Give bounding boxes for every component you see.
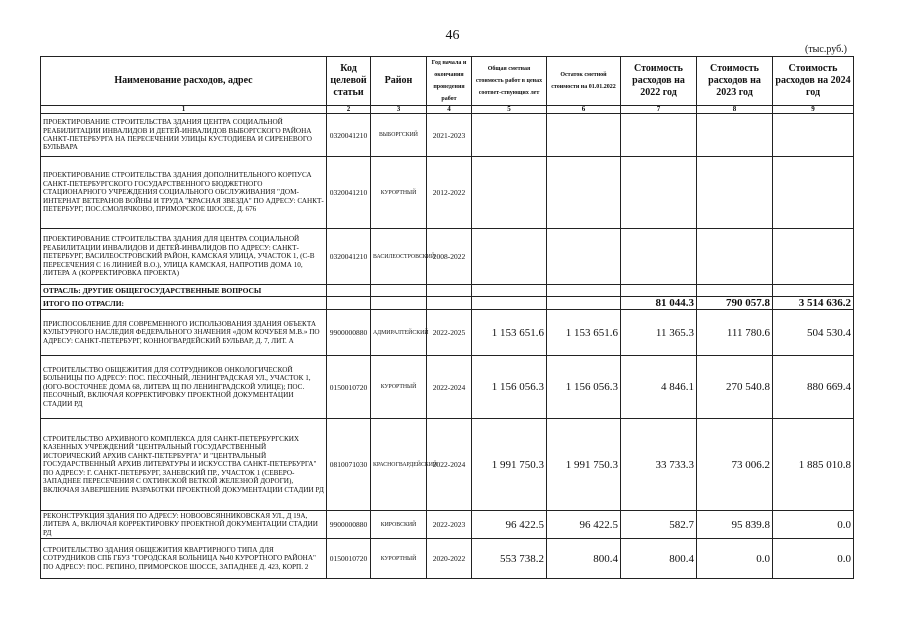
- row-2024: [773, 114, 854, 157]
- header-remainder: Остаток сметной стоимости на 01.01.2022: [547, 57, 621, 106]
- row-years: 2008-2022: [427, 229, 472, 285]
- total-label: ИТОГО ПО ОТРАСЛИ:: [41, 297, 327, 310]
- table-row: [41, 114, 854, 157]
- row-2024: [773, 157, 854, 229]
- row-code: 0810071030: [327, 419, 371, 511]
- row-2024: 880 669.4: [773, 356, 854, 419]
- expenses-table: [40, 56, 854, 579]
- row-name: ПРИСПОСОБЛЕНИЕ ДЛЯ СОВРЕМЕННОГО ИСПОЛЬЗОВАНИЯ ЗДАНИЯ ОБЪЕКТА КУЛЬТУРНОГО НАСЛЕДИЯ ФЕДЕРАЛЬНОГО ЗНАЧЕНИЯ «ДОМ КОЧУБЕЯ М.В.» ПО АДРЕСУ: САНКТ-ПЕТЕРБУРГ, КОННОГВАРДЕЙСКИЙ БУЛЬВАР, Д. 7, ЛИТ. А: [41, 310, 327, 356]
- row-code: 0150010720: [327, 539, 371, 579]
- total-row: [41, 297, 854, 310]
- row-estimate: 553 738.2: [472, 539, 547, 579]
- row-2023: 95 839.8: [697, 511, 773, 539]
- row-district: ВЫБОРГСКИЙ: [371, 114, 427, 157]
- row-estimate: [472, 157, 547, 229]
- row-2022: 33 733.3: [621, 419, 697, 511]
- row-code: 0320041210: [327, 229, 371, 285]
- header-district: Район: [371, 57, 427, 106]
- row-code: 9900000880: [327, 310, 371, 356]
- header-name: Наименование расходов, адрес: [41, 57, 327, 106]
- total-2022: 81 044.3: [621, 297, 697, 310]
- row-district: КУРОРТНЫЙ: [371, 356, 427, 419]
- row-name: СТРОИТЕЛЬСТВО АРХИВНОГО КОМПЛЕКСА ДЛЯ САНКТ-ПЕТЕРБУРГСКИХ КАЗЕННЫХ УЧРЕЖДЕНИЙ "ЦЕНТРАЛЬНЫЙ ГОСУДАРСТВЕННЫЙ ИСТОРИЧЕСКИЙ АРХИВ САНКТ-ПЕТЕРБУРГА" И "ЦЕНТРАЛЬНЫЙ ГОСУДАРСТВЕННЫЙ АРХИВ ЛИТЕРАТУРЫ И ИСКУССТВА САНКТ-ПЕТЕРБУРГА" ПО АДРЕСУ: Г. САНКТ-ПЕТЕРБУРГ, ЗАНЕВСКИЙ ПР., УЧАСТОК 1 (СЕВЕРО-ЗАПАДНЕЕ ПЕРЕСЕЧЕНИЯ С ОХТИНСКОЙ ВЕТКОЙ ЖЕЛЕЗНОЙ ДОРОГИ), ВКЛЮЧАЯ ЗАВЕРШЕНИЕ РАЗРАБОТКИ ПРОЕКТНОЙ ДОКУМЕНТАЦИИ СТАДИИ РД: [41, 419, 327, 511]
- row-estimate: 1 991 750.3: [472, 419, 547, 511]
- row-years: 2021-2023: [427, 114, 472, 157]
- row-remainder: 1 156 056.3: [547, 356, 621, 419]
- table-row: [41, 539, 854, 579]
- row-remainder: [547, 114, 621, 157]
- column-number: 3: [371, 106, 427, 114]
- total-2023: 790 057.8: [697, 297, 773, 310]
- row-name: СТРОИТЕЛЬСТВО ОБЩЕЖИТИЯ ДЛЯ СОТРУДНИКОВ ОНКОЛОГИЧЕСКОЙ БОЛЬНИЦЫ ПО АДРЕСУ: ПОС. ПЕСОЧНЫЙ, ЛЕНИНГРАДСКАЯ УЛ., УЧАСТОК 1, (ЮГО-ВОСТОЧНЕЕ ДОМА 68, ЛИТЕРА Щ ПО ЛЕНИНГРАДСКОЙ УЛИЦЕ); ПОС. ПЕСОЧНЫЙ, ВКЛЮЧАЯ КОРРЕКТИРОВКУ ПРОЕКТНОЙ ДОКУМЕНТАЦИИ СТАДИИ РД: [41, 356, 327, 419]
- row-2024: 1 885 010.8: [773, 419, 854, 511]
- header-2022: Стоимость расходов на 2022 год: [621, 57, 697, 106]
- column-number: 4: [427, 106, 472, 114]
- row-2023: [697, 229, 773, 285]
- header-estimate: Общая сметная стоимость работ в ценах соответ-ствующих лет: [472, 57, 547, 106]
- header-row: [41, 57, 854, 106]
- row-code: 0150010720: [327, 356, 371, 419]
- row-2023: [697, 157, 773, 229]
- row-2024: 0.0: [773, 511, 854, 539]
- row-years: 2022-2023: [427, 511, 472, 539]
- header-2023: Стоимость расходов на 2023 год: [697, 57, 773, 106]
- row-district: КУРОРТНЫЙ: [371, 539, 427, 579]
- row-2022: [621, 114, 697, 157]
- row-2022: 11 365.3: [621, 310, 697, 356]
- row-remainder: [547, 229, 621, 285]
- row-district: ВАСИЛЕОСТРОВСКИЙ: [371, 229, 427, 285]
- row-estimate: 96 422.5: [472, 511, 547, 539]
- table-row: [41, 419, 854, 511]
- column-number: 7: [621, 106, 697, 114]
- row-2022: [621, 229, 697, 285]
- column-number: 6: [547, 106, 621, 114]
- row-2022: 800.4: [621, 539, 697, 579]
- column-number: 9: [773, 106, 854, 114]
- column-number: 1: [41, 106, 327, 114]
- row-remainder: [547, 157, 621, 229]
- row-years: 2020-2022: [427, 539, 472, 579]
- row-district: КИРОВСКИЙ: [371, 511, 427, 539]
- row-2023: 111 780.6: [697, 310, 773, 356]
- section-row: [41, 285, 854, 297]
- row-name: РЕКОНСТРУКЦИЯ ЗДАНИЯ ПО АДРЕСУ: НОВООВСЯННИКОВСКАЯ УЛ., Д 19А, ЛИТЕРА А, ВКЛЮЧАЯ КОРРЕКТИРОВКУ ПРОЕКТНОЙ ДОКУМЕНТАЦИИ СТАДИИ РД: [41, 511, 327, 539]
- table-row: [41, 229, 854, 285]
- row-code: 9900000880: [327, 511, 371, 539]
- row-2024: [773, 229, 854, 285]
- row-2022: 4 846.1: [621, 356, 697, 419]
- row-remainder: 1 153 651.6: [547, 310, 621, 356]
- row-code: 0320041210: [327, 114, 371, 157]
- row-2024: 504 530.4: [773, 310, 854, 356]
- column-number: 2: [327, 106, 371, 114]
- row-estimate: 1 156 056.3: [472, 356, 547, 419]
- row-2023: 270 540.8: [697, 356, 773, 419]
- column-number-row: [41, 106, 854, 114]
- table-row: [41, 310, 854, 356]
- row-2024: 0.0: [773, 539, 854, 579]
- row-remainder: 800.4: [547, 539, 621, 579]
- header-code: Код целевой статьи: [327, 57, 371, 106]
- row-district: АДМИРАЛТЕЙСКИЙ: [371, 310, 427, 356]
- row-name: ПРОЕКТИРОВАНИЕ СТРОИТЕЛЬСТВА ЗДАНИЯ ЦЕНТРА СОЦИАЛЬНОЙ РЕАБИЛИТАЦИИ ИНВАЛИДОВ И ДЕТЕЙ-ИНВАЛИДОВ ВЫБОРГСКОГО РАЙОНА САНКТ-ПЕТЕРБУРГА НА ПЕРЕСЕЧЕНИИ УЛИЦЫ КУСТОДИЕВА И СИРЕНЕВОГО БУЛЬВАРА: [41, 114, 327, 157]
- row-name: ПРОЕКТИРОВАНИЕ СТРОИТЕЛЬСТВА ЗДАНИЯ ДЛЯ ЦЕНТРА СОЦИАЛЬНОЙ РЕАБИЛИТАЦИИ ИНВАЛИДОВ И ДЕТЕЙ-ИНВАЛИДОВ ПО АДРЕСУ: САНКТ-ПЕТЕРБУРГ, ВАСИЛЕОСТРОВСКИЙ РАЙОН, КАМСКАЯ УЛИЦА, УЧАСТОК 1, (С-В ПЕРЕСЕЧЕНИЯ С 16 ЛИНИЕЙ В.О.), УЛИЦА КАМСКАЯ, НАПРОТИВ ДОМА 10, ЛИТЕРА А (КОРРЕКТИРОВКА ПРОЕКТА): [41, 229, 327, 285]
- row-estimate: [472, 114, 547, 157]
- total-2024: 3 514 636.2: [773, 297, 854, 310]
- section-label: ОТРАСЛЬ: ДРУГИЕ ОБЩЕГОСУДАРСТВЕННЫЕ ВОПРОСЫ: [41, 285, 327, 297]
- row-2022: [621, 157, 697, 229]
- column-number: 8: [697, 106, 773, 114]
- row-years: 2022-2025: [427, 310, 472, 356]
- row-remainder: 96 422.5: [547, 511, 621, 539]
- row-district: КУРОРТНЫЙ: [371, 157, 427, 229]
- row-2023: 0.0: [697, 539, 773, 579]
- row-district: КРАСНОГВАРДЕЙСКИЙ: [371, 419, 427, 511]
- table-row: [41, 157, 854, 229]
- table-row: [41, 511, 854, 539]
- row-2023: [697, 114, 773, 157]
- units-label: (тыс.руб.): [804, 44, 847, 55]
- row-years: 2022-2024: [427, 356, 472, 419]
- row-2023: 73 006.2: [697, 419, 773, 511]
- row-2022: 582.7: [621, 511, 697, 539]
- row-years: 2012-2022: [427, 157, 472, 229]
- table-row: [41, 356, 854, 419]
- row-name: ПРОЕКТИРОВАНИЕ СТРОИТЕЛЬСТВА ЗДАНИЯ ДОПОЛНИТЕЛЬНОГО КОРПУСА САНКТ-ПЕТЕРБУРГСКОГО ГОСУДАРСТВЕННОГО БЮДЖЕТНОГО СТАЦИОНАРНОГО УЧРЕЖДЕНИЯ СОЦИАЛЬНОГО ОБСЛУЖИВАНИЯ "ДОМ-ИНТЕРНАТ ВЕТЕРАНОВ ВОЙНЫ И ТРУДА "КРАСНАЯ ЗВЕЗДА" ПО АДРЕСУ: САНКТ-ПЕТЕРБУРГ, ПОС.СМОЛЯЧКОВО, ПРИМОРСКОЕ ШОССЕ, Д. 676: [41, 157, 327, 229]
- row-remainder: 1 991 750.3: [547, 419, 621, 511]
- row-name: СТРОИТЕЛЬСТВО ЗДАНИЯ ОБЩЕЖИТИЯ КВАРТИРНОГО ТИПА ДЛЯ СОТРУДНИКОВ СПБ ГБУЗ "ГОРОДСКАЯ БОЛЬНИЦА №40 КУРОРТНОГО РАЙОНА" ПО АДРЕСУ: ПОС. РЕПИНО, ПРИМОРСКОЕ ШОССЕ, ЗАПАДНЕЕ Д. 423, КОРП. 2: [41, 539, 327, 579]
- row-estimate: [472, 229, 547, 285]
- row-years: 2022-2024: [427, 419, 472, 511]
- row-code: 0320041210: [327, 157, 371, 229]
- row-estimate: 1 153 651.6: [472, 310, 547, 356]
- header-years: Год начала и окончания проведения работ: [427, 57, 472, 106]
- column-number: 5: [472, 106, 547, 114]
- header-2024: Стоимость расходов на 2024 год: [773, 57, 854, 106]
- page-number: 46: [445, 28, 460, 43]
